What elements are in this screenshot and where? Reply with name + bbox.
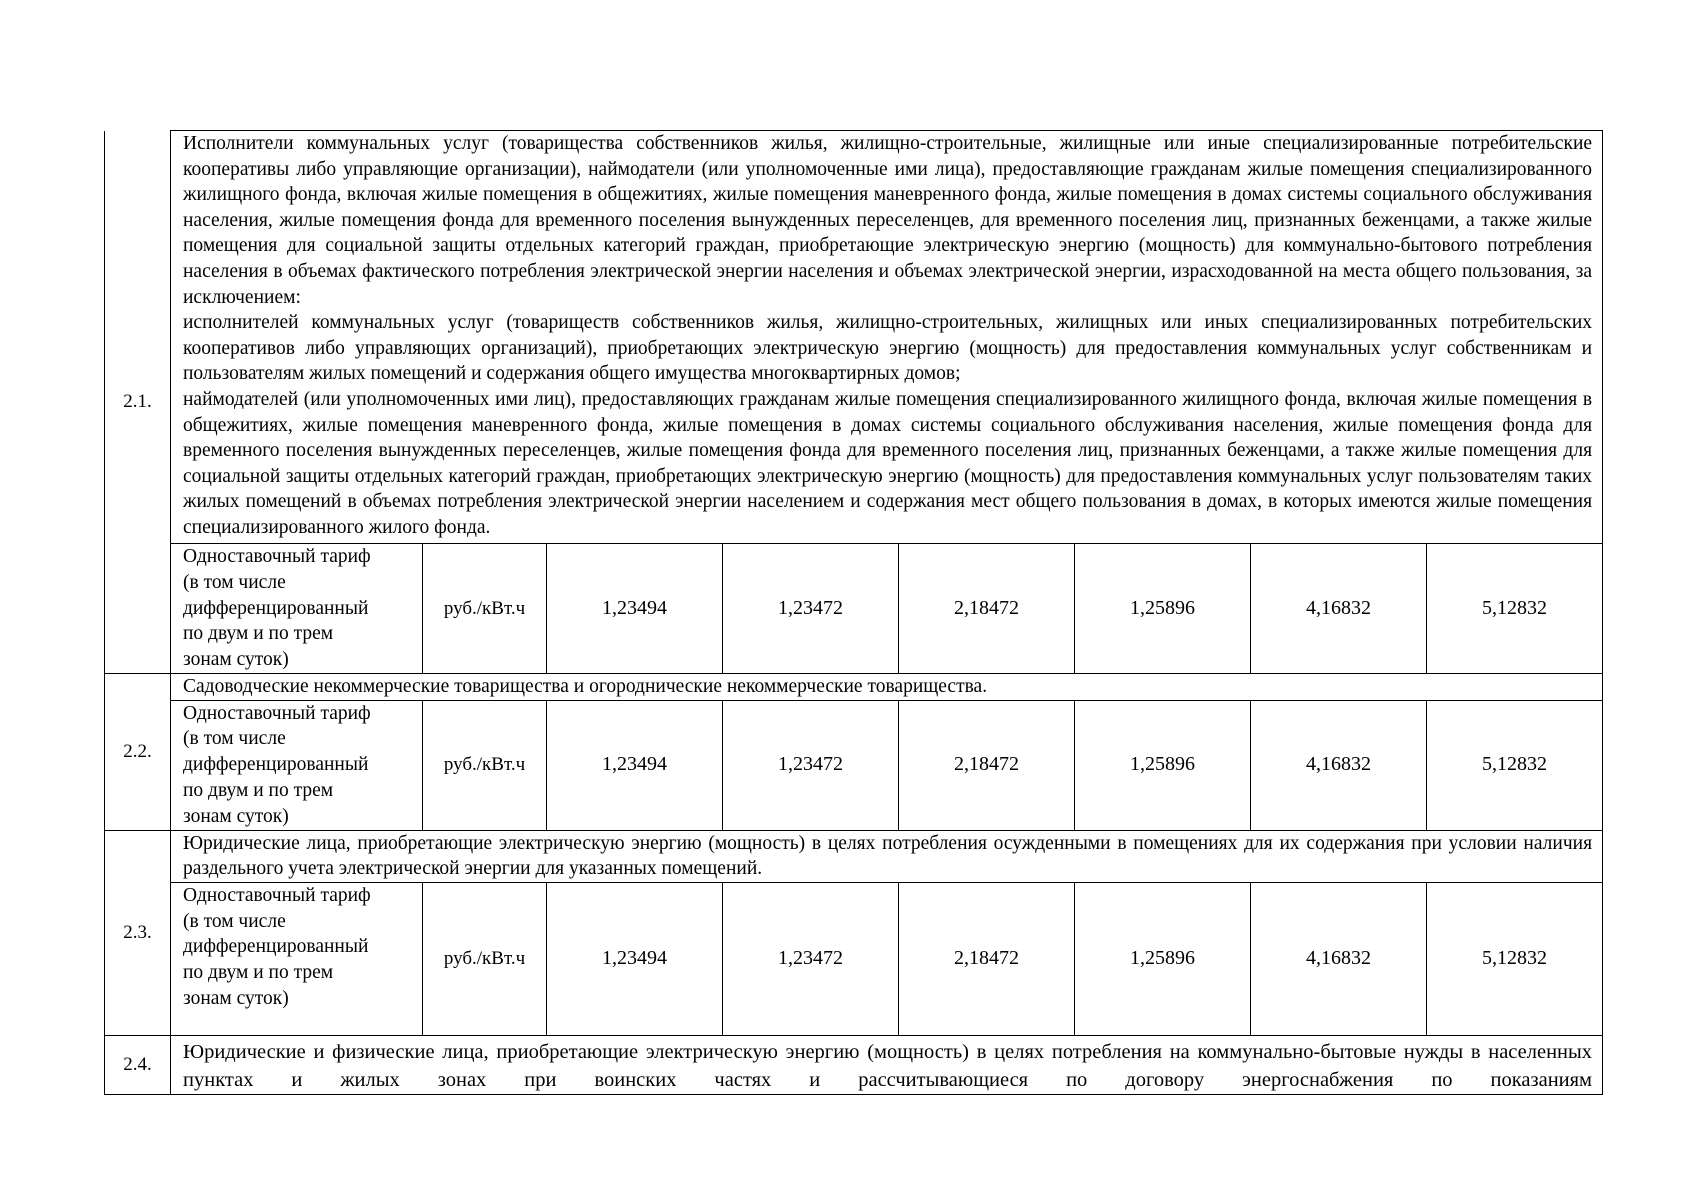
tariff-name-cell [171, 882, 423, 1035]
description-paragraph: Исполнители коммунальных услуг (товарищества собственников жилья, жилищно-строительные, жилищные или иные специализированные потребительские кооперативы либо управляющие организации), наймодатели (или уполномоченные ими лица), предоставляющие гражданам жилые помещения специализированного жилищного фонда, включая жилые помещения в общежитиях, жилые помещения маневренного фонда, жилые помещения в домах системы социального обслуживания населения, жилые помещения фонда для временного поселения вынужденных переселенцев, для временного поселения лиц, признанных беженцами, а также жилые помещения для социальной защиты отдельных категорий граждан, приобретающие электрическую энергию (мощность) для коммунально-бытового потребления населения в объемах фактического потребления электрической энергии населения и объемах электрической энергии, израсходованной на места общего пользования, за исключением: [183, 133, 1593, 308]
section-number: 2.1. [105, 131, 171, 674]
tariff-name-line: Одноставочный тариф [183, 884, 371, 906]
section-row-2-2-header [105, 673, 1603, 700]
tariff-name-cell [171, 544, 423, 674]
tariff-name-line: дифференцированный [183, 754, 369, 776]
description-paragraph: наймодателей (или уполномоченных ими лиц), предоставляющих гражданам жилые помещения специализированного жилищного фонда, включая жилые помещения в общежитиях, жилые помещения маневренного фонда, жилые помещения в домах системы социального обслуживания населения, жилые помещения фонда для временного поселения вынужденных переселенцев, жилые помещения фонда для временного поселения лиц, признанных беженцами, а также жилые помещения для социальной защиты отдельных категорий граждан, приобретающих электрическую энергию (мощность) для предоставления коммунальных услуг пользователям таких жилых помещений в объемах потребления электрической энергии населением и содержания мест общего пользования в домах, в которых имеются жилые помещения специализированного жилого фонда. [183, 388, 1593, 538]
value-cell: 4,16832 [1251, 882, 1427, 1035]
value-cell: 4,16832 [1251, 700, 1427, 830]
value-cell: 1,23472 [723, 700, 899, 830]
section-description [171, 1035, 1603, 1094]
tariff-name-line: зонам суток) [183, 649, 289, 671]
value-cell: 1,23494 [547, 700, 723, 830]
tariff-name-line: по двум и по трем [183, 779, 334, 801]
tariff-name-line: Одноставочный тариф [183, 702, 371, 724]
description-paragraph: Садоводческие некоммерческие товарищества и огороднические некоммерческие товарищества. [183, 675, 988, 697]
section-description [171, 131, 1603, 544]
tariff-row-2-1 [105, 544, 1603, 674]
tariff-table [104, 130, 1603, 1095]
value-cell: 5,12832 [1427, 700, 1603, 830]
section-number: 2.4. [105, 1035, 171, 1094]
value-cell: 1,23472 [723, 882, 899, 1035]
tariff-name-line: (в том числе [183, 910, 286, 932]
value-cell: 1,23472 [723, 544, 899, 674]
tariff-name-line: (в том числе [183, 571, 286, 593]
tariff-name-line: по двум и по трем [183, 623, 334, 645]
value-cell: 2,18472 [899, 544, 1075, 674]
tariff-row-2-2 [105, 700, 1603, 830]
tariff-name-cell [171, 700, 423, 830]
description-paragraph: Юридические и физические лица, приобретающие электрическую энергию (мощность) в целях потребления на коммунально-бытовые нужды в населенных пунктах и жилых зонах при воинских частях и рассчитывающиеся по договору энергоснабжения по показаниям [183, 1040, 1593, 1091]
section-description [171, 673, 1603, 700]
tariff-name-line: по двум и по трем [183, 962, 334, 984]
section-row-2-4-header [105, 1035, 1603, 1094]
tariff-name-line: зонам суток) [183, 987, 289, 1009]
value-cell: 5,12832 [1427, 544, 1603, 674]
section-number: 2.3. [105, 830, 171, 1035]
section-description [171, 830, 1603, 882]
section-number: 2.2. [105, 673, 171, 830]
value-cell: 1,25896 [1075, 700, 1251, 830]
value-cell: 1,25896 [1075, 882, 1251, 1035]
tariff-name-line: дифференцированный [183, 936, 369, 958]
section-row-2-1-header [105, 131, 1603, 544]
unit-cell: руб./кВт.ч [423, 882, 547, 1035]
value-cell: 5,12832 [1427, 882, 1603, 1035]
section-row-2-3-header [105, 830, 1603, 882]
unit-cell: руб./кВт.ч [423, 700, 547, 830]
value-cell: 2,18472 [899, 882, 1075, 1035]
tariff-name-line: зонам суток) [183, 805, 289, 827]
value-cell: 1,25896 [1075, 544, 1251, 674]
value-cell: 1,23494 [547, 882, 723, 1035]
description-paragraph: исполнителей коммунальных услуг (товариществ собственников жилья, жилищно-строительных, жилищных или иных специализированных потребительских кооперативов либо управляющих организаций), приобретающих электрическую энергию (мощность) для предоставления коммунальных услуг собственникам и пользователям жилых помещений и содержания общего имущества многоквартирных домов; [183, 312, 1593, 385]
value-cell: 1,23494 [547, 544, 723, 674]
tariff-name-line: (в том числе [183, 728, 286, 750]
unit-cell: руб./кВт.ч [423, 544, 547, 674]
description-paragraph: Юридические лица, приобретающие электрическую энергию (мощность) в целях потребления осужденными в помещениях для их содержания при условии наличия раздельного учета электрической энергии для указанных помещений. [183, 832, 1593, 880]
tariff-row-2-3 [105, 882, 1603, 1035]
value-cell: 2,18472 [899, 700, 1075, 830]
tariff-name-line: дифференцированный [183, 597, 369, 619]
value-cell: 4,16832 [1251, 544, 1427, 674]
tariff-name-line: Одноставочный тариф [183, 546, 371, 567]
